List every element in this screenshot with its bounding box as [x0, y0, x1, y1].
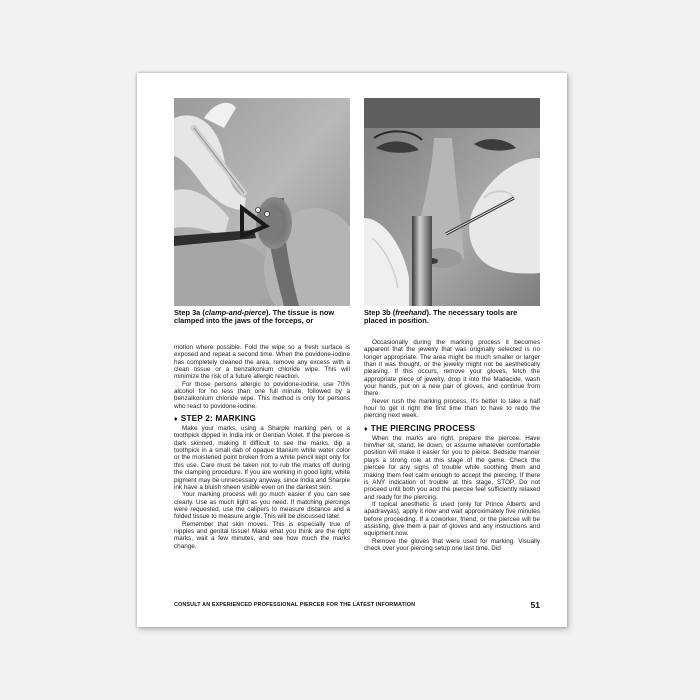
paragraph: Your marking process will go much easier if you can see clearly. Use as much light as you need. If matching piercings were requested, use the calipers to measure distance and a folded tissue to measure angle. This will be discussed later. — [174, 491, 350, 521]
page-number: 51 — [530, 600, 540, 610]
caption-step-3a — [174, 309, 350, 326]
heading-text: THE PIERCING PROCESS — [370, 423, 476, 433]
caption-method: clamp-and-pierce — [204, 308, 267, 317]
paragraph: Remove the gloves that were used for marking. Visually check over your piercing setup one last time. Did — [364, 537, 540, 552]
caption-step-label: Step 3a ( — [174, 308, 205, 317]
paragraph: For those persons allergic to povidone-iodine, use 70% alcohol for no less than one full minute, followed by a benzalkonium chloride wipe. This method is only for persons who react to povidone-iodine. — [174, 380, 350, 410]
paragraph: Make your marks, using a Sharpie marking pen, or a toothpick dipped in India ink or Gentian Violet. If the piercee is dark skinned, making it difficult to see the marks, dip a toothpick in a small dab of opaque titanium white water color or the moistened point broken from a white pencil kept only for this use. Care must be taken not to rub the marks off during the clamping procedure. If you are working in good light, white pigment may be unnecessary anyway, since India and Sharpie ink have a bluish sheen visible even on the darkest skin. — [174, 425, 350, 491]
caption-text: ). The tissue is now clamped into the jaws of the forceps, or — [174, 308, 335, 326]
freehand-nostril-photo — [364, 98, 540, 306]
section-heading — [174, 414, 350, 424]
paragraph: When the marks are right, prepare the piercee. Have him/her sit, stand, lie down, or assume whatever comfortable position will make it easier for you to pierce. Bedside manner plays a strong role at this stage of the game. Check the piercee for any signs of trouble while soothing them and making them feel calm enough to accept the piercing. If there is ANY indication of trouble at this stage, STOP. Do not proceed until both you and the piercee feel sufficiently relaxed and ready for the piercing. — [364, 434, 540, 501]
left-text-column — [174, 344, 350, 550]
caption-step-label: Step 3b ( — [364, 308, 396, 317]
caption-step-3b — [364, 309, 540, 326]
paragraph: If topical anesthetic is used (only for Prince Alberts and apadravyas), apply it now and wait approximately five minutes before proceeding. If a coworker, friend, or the piercee will be assisting, give them a pair of gloves and any instructions and equipment now. — [364, 500, 540, 538]
clamp-and-pierce-photo — [174, 98, 350, 306]
paragraph: motion where possible. Fold the wipe so a fresh surface is exposed and repeat a second time. When the povidone-iodine has completely cleaned the area, remove any excess with a clean tissue or a benzalkonium chloride wipe. This will minimize the risk of a future allergic reaction. — [174, 344, 350, 381]
page-footer — [174, 600, 540, 612]
paragraph: Never rush the marking process. It's better to take a half hour to get it right the first time than to have to redo the piercing next week. — [364, 397, 540, 420]
caption-method: freehand — [395, 308, 427, 317]
paragraph: Remember that skin moves. This is especially true of nipples and genital tissue! Make what you think are the right marks, wait a few minutes, and see how much the marks change. — [174, 520, 350, 550]
diamond-bullet-icon: ♦ — [174, 416, 178, 424]
footer-disclaimer: CONSULT AN EXPERIENCED PROFESSIONAL PIERCER FOR THE LATEST INFORMATION — [174, 602, 416, 608]
right-text-column — [364, 339, 540, 552]
book-page — [137, 73, 567, 627]
heading-text: STEP 2: MARKING — [180, 414, 256, 424]
section-heading — [364, 424, 540, 434]
caption-text: ). The necessary tools are placed in position. — [364, 308, 518, 326]
paragraph: Occasionally during the marking process it becomes apparent that the jewelry that was originally selected is no longer appropriate. The area might be much smaller or larger than it was thought, or the jewelry might not be aesthetically pleasing. If this occurs, remove your gloves, fetch the appropriate piece of jewelry, drop it into the Madacide, wash your hands, put on a new pair of gloves, and continue from there. — [364, 339, 540, 398]
diamond-bullet-icon: ♦ — [364, 425, 368, 433]
